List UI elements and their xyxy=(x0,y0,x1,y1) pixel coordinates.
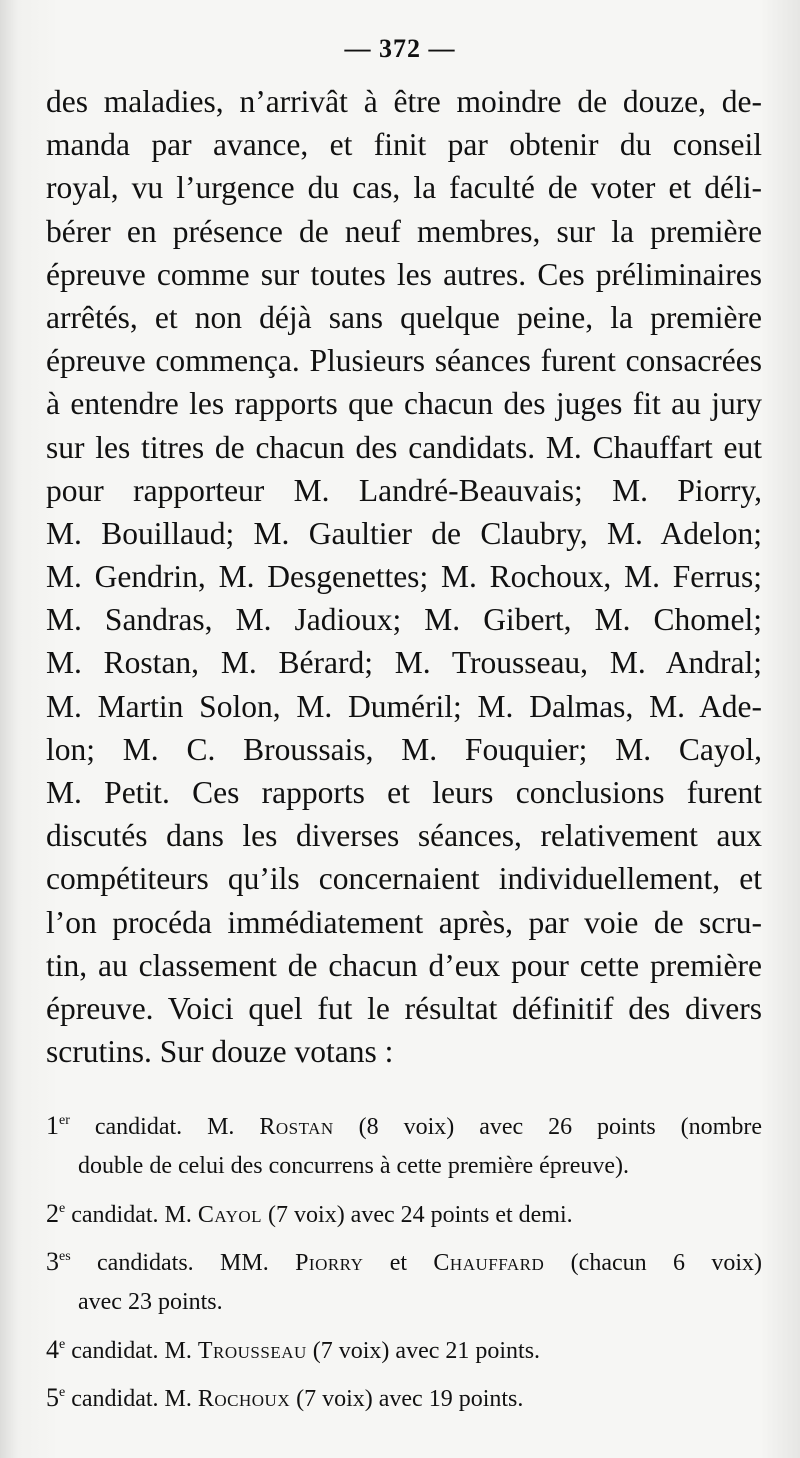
text-line: pour rapporteur M. Landré-Beauvais; M. Piorry, xyxy=(46,472,762,508)
result-label: candidat. M. xyxy=(69,1114,260,1140)
list-item xyxy=(46,1378,762,1418)
text-line: M. Gendrin, M. Desgenettes; M. Rochoux, M. Ferrus; xyxy=(46,559,762,595)
result-label: candidat. M. xyxy=(65,1202,198,1228)
ordinal-suffix: e xyxy=(59,1385,66,1400)
ordinal-suffix: e xyxy=(59,1201,66,1216)
candidate-name: Rochoux xyxy=(197,1386,291,1412)
result-conjunction: et xyxy=(363,1250,434,1276)
result-detail: (7 voix) avec 21 points. xyxy=(306,1338,541,1364)
text-line: épreuve. Voici quel fut le résultat définitif des divers xyxy=(46,990,762,1026)
text-line: l’on procéda immédiatement après, par voie de scru- xyxy=(46,904,762,940)
candidate-name: Rostan xyxy=(259,1114,334,1140)
candidate-name: Piorry xyxy=(295,1250,364,1276)
results-list xyxy=(46,1106,762,1426)
ordinal-suffix: e xyxy=(59,1337,66,1352)
text-line: sur les titres de chacun des candidats. M. Chauffart eut xyxy=(46,429,762,465)
result-label: candidats. MM. xyxy=(70,1250,296,1276)
ordinal-number: 4 xyxy=(46,1335,59,1364)
list-item xyxy=(46,1330,762,1370)
list-item xyxy=(46,1242,762,1322)
text-line: à entendre les rapports que chacun des juges fit au jury xyxy=(46,386,762,422)
result-continuation: avec 23 points. xyxy=(78,1289,223,1315)
page-number: — 372 — xyxy=(344,34,456,63)
text-line: manda par avance, et finit par obtenir du conseil xyxy=(46,127,762,163)
text-line: M. Rostan, M. Bérard; M. Trousseau, M. Andral; xyxy=(46,645,762,681)
text-line: discutés dans les diverses séances, relativement aux xyxy=(46,818,762,854)
result-detail: (8 voix) avec 26 points (nombre xyxy=(333,1114,762,1140)
text-line: M. Sandras, M. Jadioux; M. Gibert, M. Chomel; xyxy=(46,602,762,638)
ordinal-number: 3 xyxy=(46,1247,59,1276)
body-paragraph xyxy=(46,80,762,1073)
text-line: royal, vu l’urgence du cas, la faculté de voter et déli- xyxy=(46,170,762,206)
text-line: lon; M. C. Broussais, M. Fouquier; M. Cayol, xyxy=(46,731,762,767)
text-line: compétiteurs qu’ils concernaient individuellement, et xyxy=(46,861,762,897)
text-line: tin, au classement de chacun d’eux pour cette première xyxy=(46,947,762,983)
ordinal-suffix: es xyxy=(59,1249,71,1264)
result-continuation: double de celui des concurrens à cette première épreuve). xyxy=(78,1153,630,1179)
ordinal-number: 1 xyxy=(46,1111,59,1140)
text-line: M. Martin Solon, M. Duméril; M. Dalmas, M. Ade- xyxy=(46,688,762,724)
result-line xyxy=(46,1242,762,1282)
candidate-name: Cayol xyxy=(197,1202,263,1228)
candidate-name: Chauffard xyxy=(433,1250,545,1276)
result-line xyxy=(46,1330,762,1370)
ordinal-number: 2 xyxy=(46,1199,59,1228)
text-line: M. Bouillaud; M. Gaultier de Claubry, M. Adelon; xyxy=(46,515,762,551)
result-label: candidat. M. xyxy=(65,1386,198,1412)
result-label: candidat. M. xyxy=(65,1338,198,1364)
result-line xyxy=(46,1378,762,1418)
text-line: des maladies, n’arrivât à être moindre de douze, de- xyxy=(46,84,762,119)
ordinal-number: 5 xyxy=(46,1383,59,1412)
text-line: scrutins. Sur douze votans : xyxy=(46,1034,394,1070)
text-line: épreuve comme sur toutes les autres. Ces préliminaires xyxy=(46,256,762,292)
result-detail: (7 voix) avec 19 points. xyxy=(290,1386,524,1412)
text-line: épreuve commença. Plusieurs séances furent consacrées xyxy=(46,343,762,379)
list-item xyxy=(46,1194,762,1234)
candidate-name: Trousseau xyxy=(197,1338,307,1364)
text-line: M. Petit. Ces rapports et leurs conclusions furent xyxy=(46,775,762,810)
text-line: bérer en présence de neuf membres, sur la première xyxy=(46,213,762,249)
result-line xyxy=(46,1106,762,1146)
result-line xyxy=(46,1194,762,1234)
result-detail: (7 voix) avec 24 points et demi. xyxy=(262,1202,573,1228)
ordinal-suffix: er xyxy=(59,1113,70,1128)
text-line: arrêtés, et non déjà sans quelque peine, la première xyxy=(46,299,762,335)
list-item xyxy=(46,1106,762,1186)
result-detail: (chacun 6 voix) xyxy=(544,1250,762,1276)
